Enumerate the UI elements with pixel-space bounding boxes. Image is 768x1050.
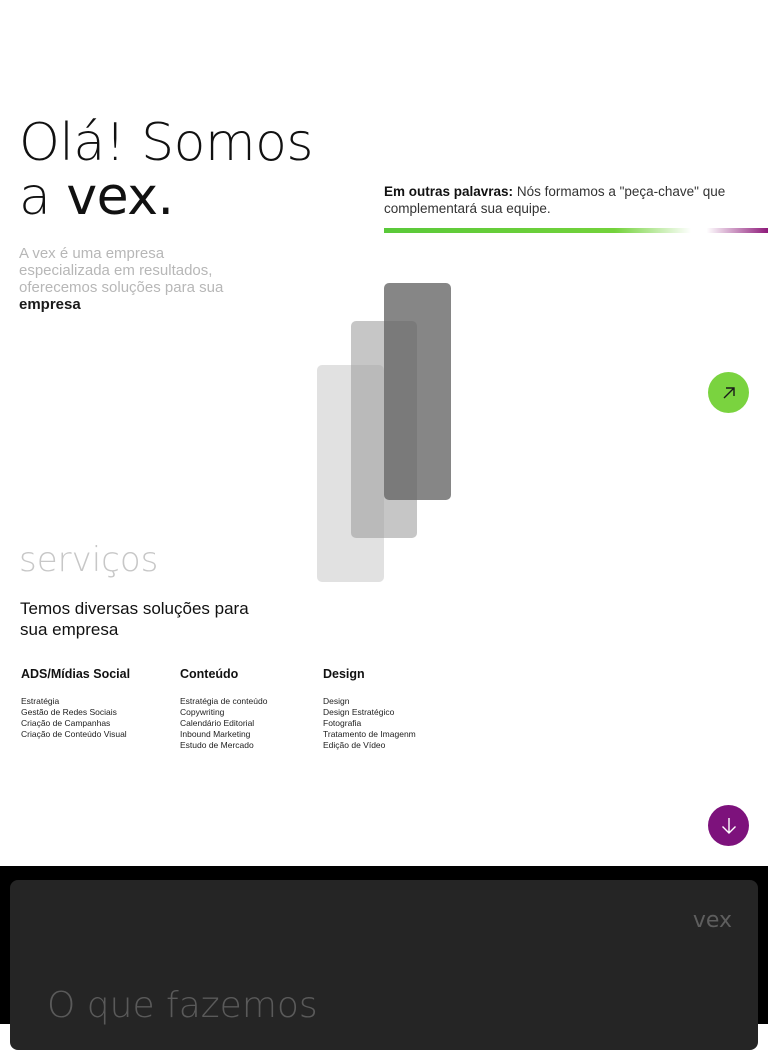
scroll-down-button[interactable] [708, 805, 749, 846]
service-item: Gestão de Redes Sociais [21, 707, 117, 717]
service-column-design [323, 667, 416, 751]
hero-description-emphasis: empresa [19, 296, 81, 313]
hero-title-line1: Olá! Somos [19, 113, 313, 173]
service-item: Copywriting [180, 707, 225, 717]
service-item: Estratégia de conteúdo [180, 696, 268, 706]
service-item: Design [323, 696, 350, 706]
hero-tagline [384, 184, 744, 217]
hero-title-brand: vex. [66, 167, 174, 227]
hero-description [19, 245, 259, 313]
hero-description-text: A vex é uma empresa especializada em resultados, oferecemos soluções para sua [19, 245, 224, 296]
service-item: Fotografia [323, 718, 362, 728]
service-item: Estudo de Mercado [180, 740, 254, 750]
arrow-up-right-button[interactable] [708, 372, 749, 413]
what-we-do-section [10, 880, 758, 1050]
service-item: Edição de Vídeo [323, 740, 386, 750]
service-list [180, 696, 267, 751]
vex-logo: vex [692, 908, 732, 933]
services-subheading: Temos diversas soluções para sua empresa [20, 599, 249, 639]
tagline-body: Nós formamos a "peça-chave" que complementará sua equipe. [384, 184, 726, 216]
service-column-ads [21, 667, 130, 740]
decorative-bar-dark [384, 283, 451, 500]
hero-title [19, 113, 313, 227]
service-column-content [180, 667, 267, 751]
service-column-title: ADS/Mídias Social [21, 667, 131, 681]
arrow-down-icon [718, 815, 740, 837]
service-column-title: Design [323, 667, 365, 681]
tagline-lead: Em outras palavras: [384, 184, 514, 199]
service-item: Estratégia [21, 696, 60, 706]
service-list [21, 696, 130, 740]
services-heading: serviços [19, 540, 159, 580]
what-we-do-title: O que fazemos [47, 985, 318, 1026]
service-column-title: Conteúdo [180, 667, 239, 681]
service-item: Tratamento de Imagenm [323, 729, 416, 739]
gradient-divider [384, 228, 768, 233]
hero-title-prefix: a [19, 167, 67, 227]
service-item: Criação de Campanhas [21, 718, 111, 728]
service-item: Calendário Editorial [180, 718, 255, 728]
service-item: Design Estratégico [323, 707, 395, 717]
service-item: Criação de Conteúdo Visual [21, 729, 127, 739]
service-list [323, 696, 416, 751]
service-item: Inbound Marketing [180, 729, 251, 739]
arrow-up-right-icon [719, 383, 739, 403]
